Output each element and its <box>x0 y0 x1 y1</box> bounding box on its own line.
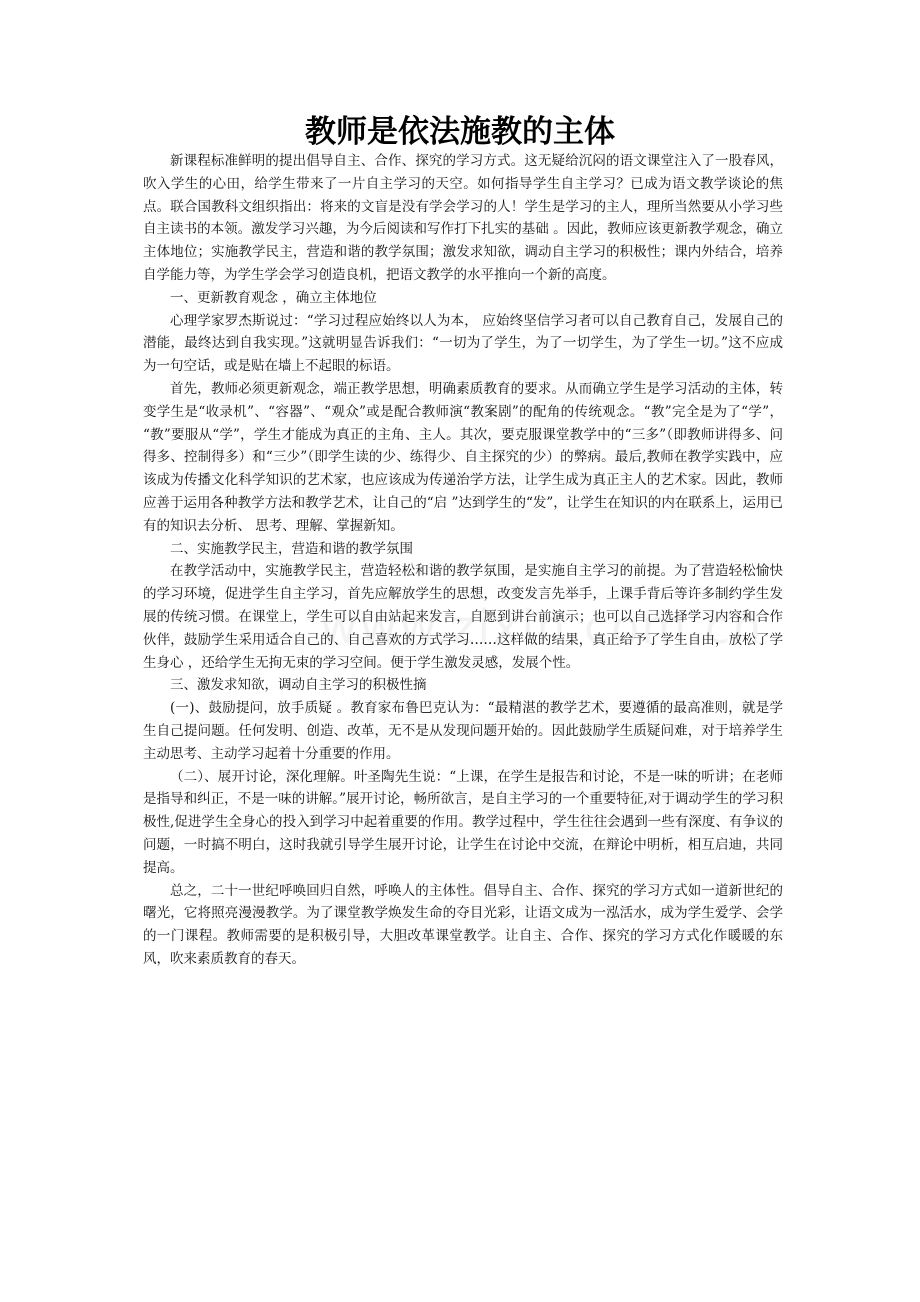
intro-paragraph: 新课程标准鲜明的提出倡导自主、合作、探究的学习方式。这无疑给沉闷的语文课堂注入了一股春风，吹入学生的心田，给学生带来了一片自主学习的天空。如何指导学生自主学习？已成为语文教学谈论的焦点。联合国教科文组织指出：将来的文盲是没有学会学习的人！学生是学习的主人，理所当然要从小学习些自主读书的本领。激发学习兴趣，为今后阅读和写作打下扎实的基础 。因此，教师应该更新教学观念，确立主体地位；实施教学民主，营造和谐的教学氛围；激发求知欲，调动自主学习的积极性；课内外结合，培养自学能力等，为学生学会学习创造良机，把语文教学的水平推向一个新的高度。 <box>143 153 783 283</box>
conclusion-paragraph: 总之，二十一世纪呼唤回归自然，呼唤人的主体性。倡导自主、合作、探究的学习方式如一道新世纪的曙光，它将照亮漫漫教学。为了课堂教学焕发生命的夺目光彩，让语文成为一泓活水，成为学生爱学、会学的一门课程。教师需要的是积极引导，大胆改革课堂教学。让自主、合作、探究的学习方式化作暖暖的东风，吹来素质教育的春天。 <box>143 882 783 967</box>
section-heading-1: 一、更新教育观念 ，确立主体地位 <box>170 289 377 306</box>
section-heading-2: 二、实施教学民主，营造和谐的教学氛围 <box>170 540 413 557</box>
body-paragraph: (一)、鼓励提问，放手质疑 。教育家布鲁巴克认为：“最精湛的教学艺术，要遵循的最高准则，就是学生自己提问题。任何发明、创造、改革，无不是从发现问题开始的。因此鼓励学生质疑问难，对于培养学生主动思考、主动学习起着十分重要的作用。 <box>143 700 783 762</box>
body-paragraph: 首先，教师必须更新观念，端正教学思想，明确素质教育的要求。从而确立学生是学习活动的主体，转变学生是“收录机”、“容器”、“观众”或是配合教师演“教案剧”的配角的传统观念。“教”完全是为了“学”， “教”要服从“学”，学生才能成为真正的主角、主人。其次，要克服课堂教学中的“三多”（即教师讲得多、问得多、控制得多）和“三少”（即学生读的少、练得少、自主探究的少）的弊病。最后,教师在教学实践中，应该成为传播文化科学知识的艺术家，也应该成为传递治学方法，让学生成为真正主人的艺术家。因此，教师应善于运用各种教学方法和教学艺术，让自己的“启 ”达到学生的“发”，让学生在知识的内在联系上，运用已有的知识去分析、 思考、理解、掌握新知。 <box>143 380 783 534</box>
section-heading-3: 三、激发求知欲，调动自主学习的积极性摘 <box>170 677 427 694</box>
body-paragraph: 在教学活动中，实施教学民主，营造轻松和谐的教学氛围，是实施自主学习的前提。为了营造轻松愉快的学习环境，促进学生自主学习，首先应解放学生的思想，改变发言先举手，上课手背后等许多制约学生发展的传统习惯。在课堂上，学生可以自由站起来发言，自愿到讲台前演示；也可以自己选择学习内容和合作伙伴，鼓励学生采用适合自己的、自己喜欢的方式学习……这样做的结果，真正给予了学生自由，放松了学生身心 ，还给学生无拘无束的学习空间。便于学生激发灵感，发展个性。 <box>143 563 783 671</box>
document-title: 教师是依法施教的主体 <box>305 114 615 150</box>
body-paragraph: 心理学家罗杰斯说过：“学习过程应始终以人为本， 应始终坚信学习者可以自己教育自己，发展自己的潜能，最终达到自我实现。”这就明显告诉我们：“一切为了学生，为了一切学生，为了学生一切。”这不应成为一句空话，或是贴在墙上不起眼的标语。 <box>143 312 783 375</box>
document-body <box>143 150 783 971</box>
body-paragraph: （二）、展开讨论，深化理解。叶圣陶先生说：“上课，在学生是报告和讨论，不是一味的听讲；在老师是指导和纠正，不是一味的讲解。”展开讨论，畅所欲言，是自主学习的一个重要特征,对于调动学生的学习积极性,促进学生全身心的投入到学习中起着重要的作用。教学过程中，学生往往会遇到一些有深度、有争议的问题，一时搞不明白，这时我就引导学生展开讨论，让学生在讨论中交流，在辩论中明析，相互启迪，共同提高。 <box>143 768 783 876</box>
